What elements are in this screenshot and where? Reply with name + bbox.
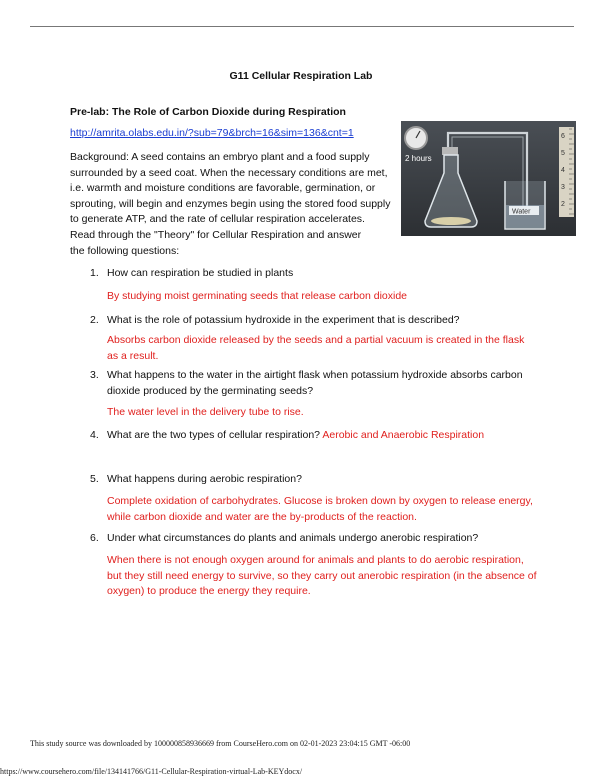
question-text: What happens during aerobic respiration? [107,473,302,485]
answer-3: The water level in the delivery tube to rise. [107,406,304,418]
answer-2: Absorbs carbon dioxide released by the seeds and a partial vacuum is created in the flask as a result. [107,334,525,362]
instructions-paragraph: Read through the "Theory" for Cellular Respiration and answer the following questions: [70,229,362,257]
respiration-apparatus-figure [401,121,576,236]
download-notice: This study source was downloaded by 100000858936669 from CourseHero.com on 02-01-2023 23:04:15 GMT -06:00 [30,739,411,748]
question-text [107,428,537,444]
question-number: 3. [90,369,99,381]
question-4-text: What are the two types of cellular respiration? [107,429,321,441]
top-rule [30,26,574,27]
svg-text:4: 4 [561,167,565,174]
question-number: 2. [90,314,99,326]
apparatus-illustration [401,121,576,236]
question-number: 1. [90,267,99,279]
answer-1: By studying moist germinating seeds that release carbon dioxide [107,290,407,302]
question-text: What is the role of potassium hydroxide in the experiment that is described? [107,314,460,326]
question-text: How can respiration be studied in plants [107,267,294,279]
question-number: 6. [90,532,99,544]
svg-text:2: 2 [561,201,565,208]
beaker-label: Water [512,208,531,216]
answer-5: Complete oxidation of carbohydrates. Glucose is broken down by oxygen to release energy, while carbon dioxide and water are the by-products of the reaction. [107,495,533,523]
source-url[interactable]: https://www.coursehero.com/file/134141766/G11-Cellular-Respiration-virtual-Lab-KEYdocx/ [0,767,303,776]
question-number: 4. [90,429,99,441]
svg-text:5: 5 [561,150,565,157]
svg-text:3: 3 [561,184,565,191]
olabs-link[interactable]: http://amrita.olabs.edu.in/?sub=79&brch=16&sim=136&cnt=1 [70,127,354,139]
time-label: 2 hours [405,154,432,163]
answer-4: Aerobic and Anaerobic Respiration [322,429,485,441]
background-paragraph: Background: A seed contains an embryo plant and a food supply surrounded by a seed coat. When the necessary conditions are met, i.e. warmth and moisture conditions are favorable, germination, or sprouting, will begin and enzymes begin using the stored food supply to generate ATP, and the rate of cellular respiration accelerates. [70,151,391,225]
document-title: G11 Cellular Respiration Lab [229,70,373,82]
question-number: 5. [90,473,99,485]
answer-6: When there is not enough oxygen around for animals and plants to do aerobic respiration, but they still need energy to survive, so they carry out anerobic respiration (in the absence of oxygen) to produce the energy they require. [107,554,537,597]
question-text: What happens to the water in the airtight flask when potassium hydroxide absorbs carbon dioxide produced by the germinating seeds? [107,369,523,397]
prelab-heading: Pre-lab: The Role of Carbon Dioxide during Respiration [70,106,346,118]
question-text: Under what circumstances do plants and animals undergo anerobic respiration? [107,532,479,544]
svg-text:6: 6 [561,133,565,140]
